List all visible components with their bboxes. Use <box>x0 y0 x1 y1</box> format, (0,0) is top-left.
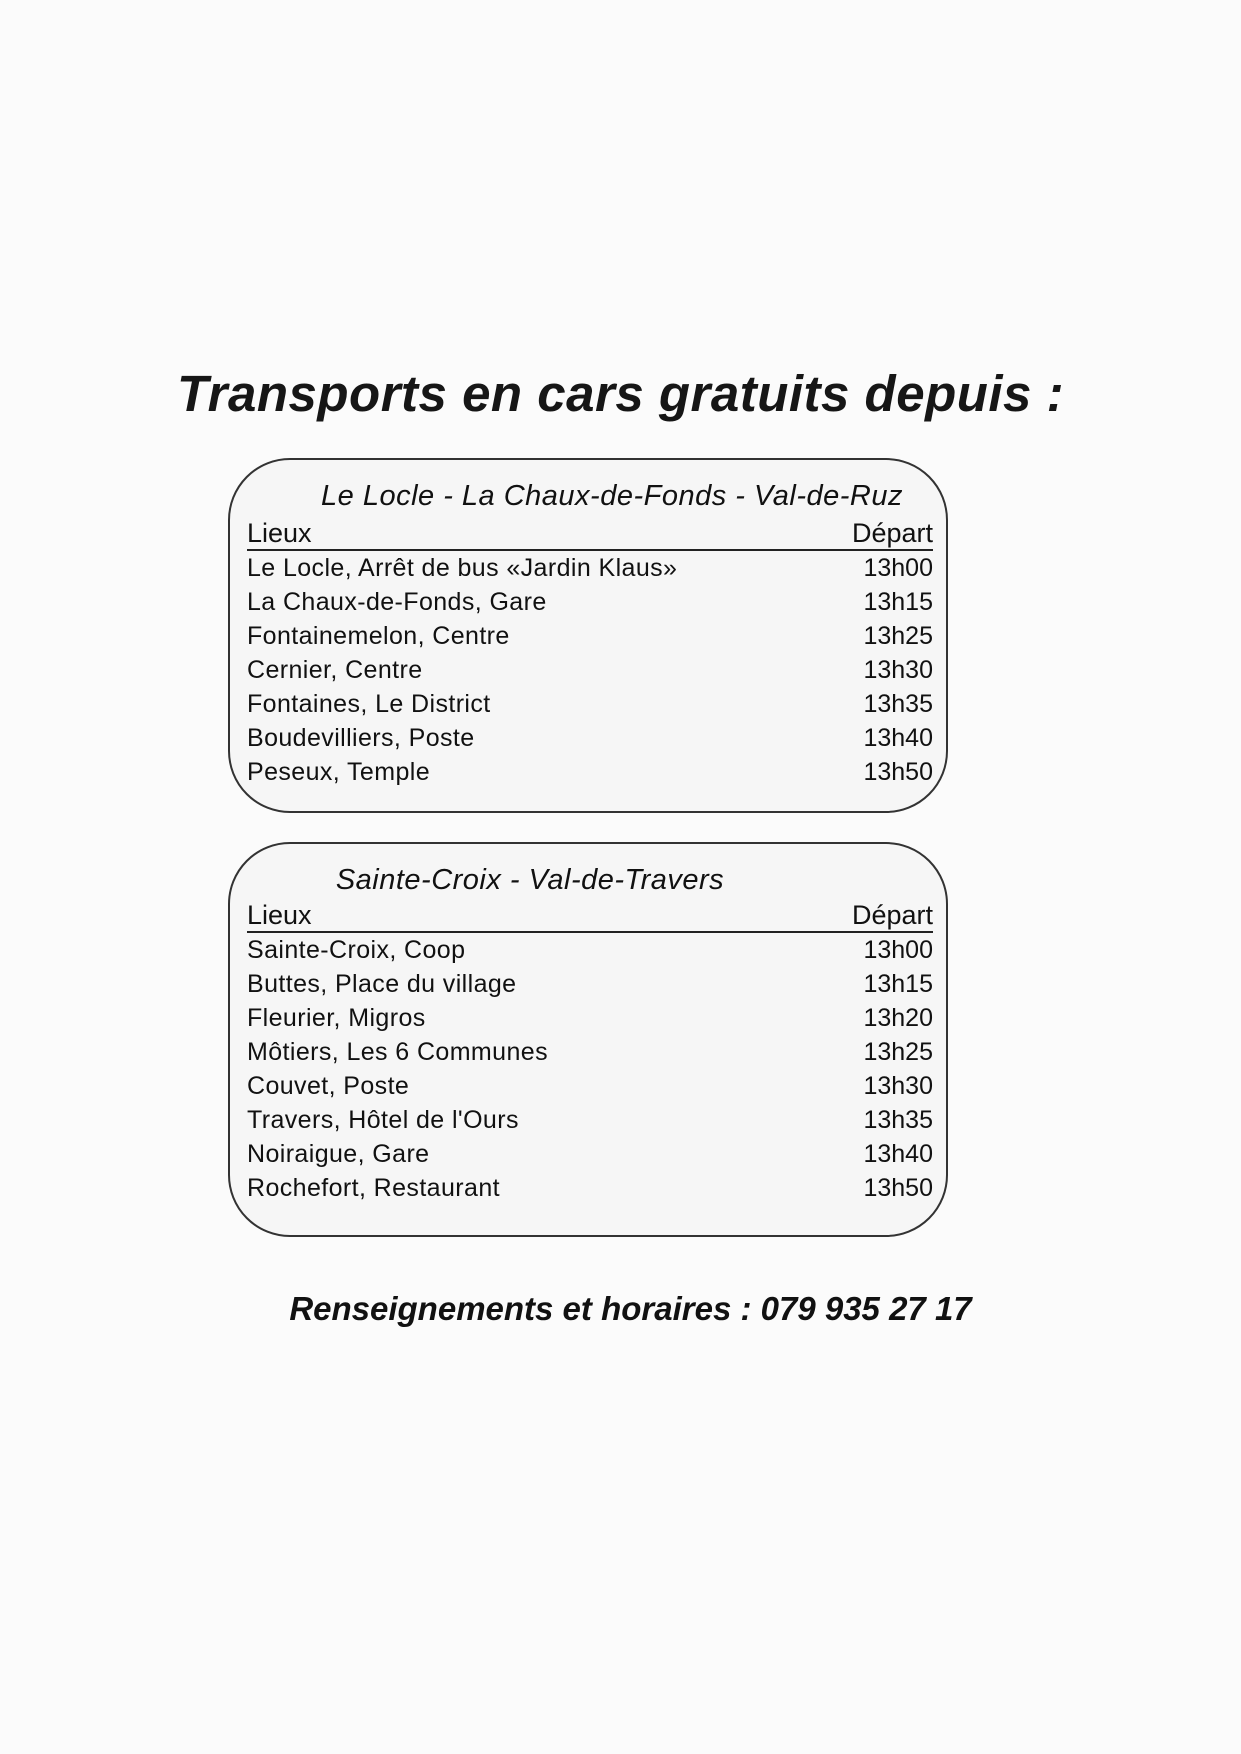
stop-time: 13h35 <box>863 1105 933 1134</box>
stop-place: Peseux, Temple <box>247 757 431 786</box>
stop-place: Fontainemelon, Centre <box>247 621 510 650</box>
stop-place: Travers, Hôtel de l'Ours <box>247 1105 519 1134</box>
table-row <box>247 1171 933 1205</box>
table-row <box>247 967 933 1001</box>
table-row <box>247 1103 933 1137</box>
stop-time: 13h50 <box>863 757 933 786</box>
stop-place: Le Locle, Arrêt de bus «Jardin Klaus» <box>247 553 678 582</box>
stop-place: Noiraigue, Gare <box>247 1139 430 1168</box>
stop-time: 13h20 <box>863 1003 933 1032</box>
stop-time: 13h30 <box>863 655 933 684</box>
stop-place: Môtiers, Les 6 Communes <box>247 1037 548 1066</box>
stop-time: 13h40 <box>863 1139 933 1168</box>
stop-place: Boudevilliers, Poste <box>247 723 475 752</box>
table-row <box>247 755 933 789</box>
stop-time: 13h50 <box>863 1173 933 1202</box>
table-row <box>247 1035 933 1069</box>
table-row <box>247 721 933 755</box>
schedule-table <box>247 902 933 1205</box>
stop-time: 13h15 <box>863 969 933 998</box>
stop-place: Cernier, Centre <box>247 655 423 684</box>
page-title: Transports en cars gratuits depuis : <box>176 365 1065 422</box>
route-title: Sainte-Croix - Val-de-Travers <box>335 864 725 896</box>
table-row <box>247 1001 933 1035</box>
stop-time: 13h00 <box>863 935 933 964</box>
table-row <box>247 1137 933 1171</box>
stop-place: Sainte-Croix, Coop <box>247 935 466 964</box>
table-row <box>247 933 933 967</box>
stop-time: 13h30 <box>863 1071 933 1100</box>
stop-place: Buttes, Place du village <box>247 969 517 998</box>
route-box-sainte-croix <box>228 842 948 1237</box>
schedule-table <box>247 520 933 789</box>
table-row <box>247 1069 933 1103</box>
stop-place: La Chaux-de-Fonds, Gare <box>247 587 547 616</box>
stop-time: 13h35 <box>863 689 933 718</box>
stop-time: 13h40 <box>863 723 933 752</box>
stop-place: Couvet, Poste <box>247 1071 410 1100</box>
column-header-depart: Départ <box>851 518 933 548</box>
stop-time: 13h25 <box>863 621 933 650</box>
column-header-lieux: Lieux <box>247 518 312 548</box>
table-row <box>247 585 933 619</box>
table-row <box>247 653 933 687</box>
table-header <box>247 902 933 933</box>
stop-place: Rochefort, Restaurant <box>247 1173 500 1202</box>
stop-time: 13h15 <box>863 587 933 616</box>
route-box-le-locle <box>228 458 948 813</box>
stop-place: Fleurier, Migros <box>247 1003 426 1032</box>
stop-time: 13h25 <box>863 1037 933 1066</box>
table-row <box>247 687 933 721</box>
table-row <box>247 619 933 653</box>
column-header-depart: Départ <box>851 900 933 930</box>
table-row <box>247 551 933 585</box>
route-title: Le Locle - La Chaux-de-Fonds - Val-de-Ruz <box>321 480 903 512</box>
stop-time: 13h00 <box>863 553 933 582</box>
stop-place: Fontaines, Le District <box>247 689 491 718</box>
table-header <box>247 520 933 551</box>
info-footer: Renseignements et horaires : 079 935 27 17 <box>289 1290 972 1327</box>
column-header-lieux: Lieux <box>247 900 312 930</box>
